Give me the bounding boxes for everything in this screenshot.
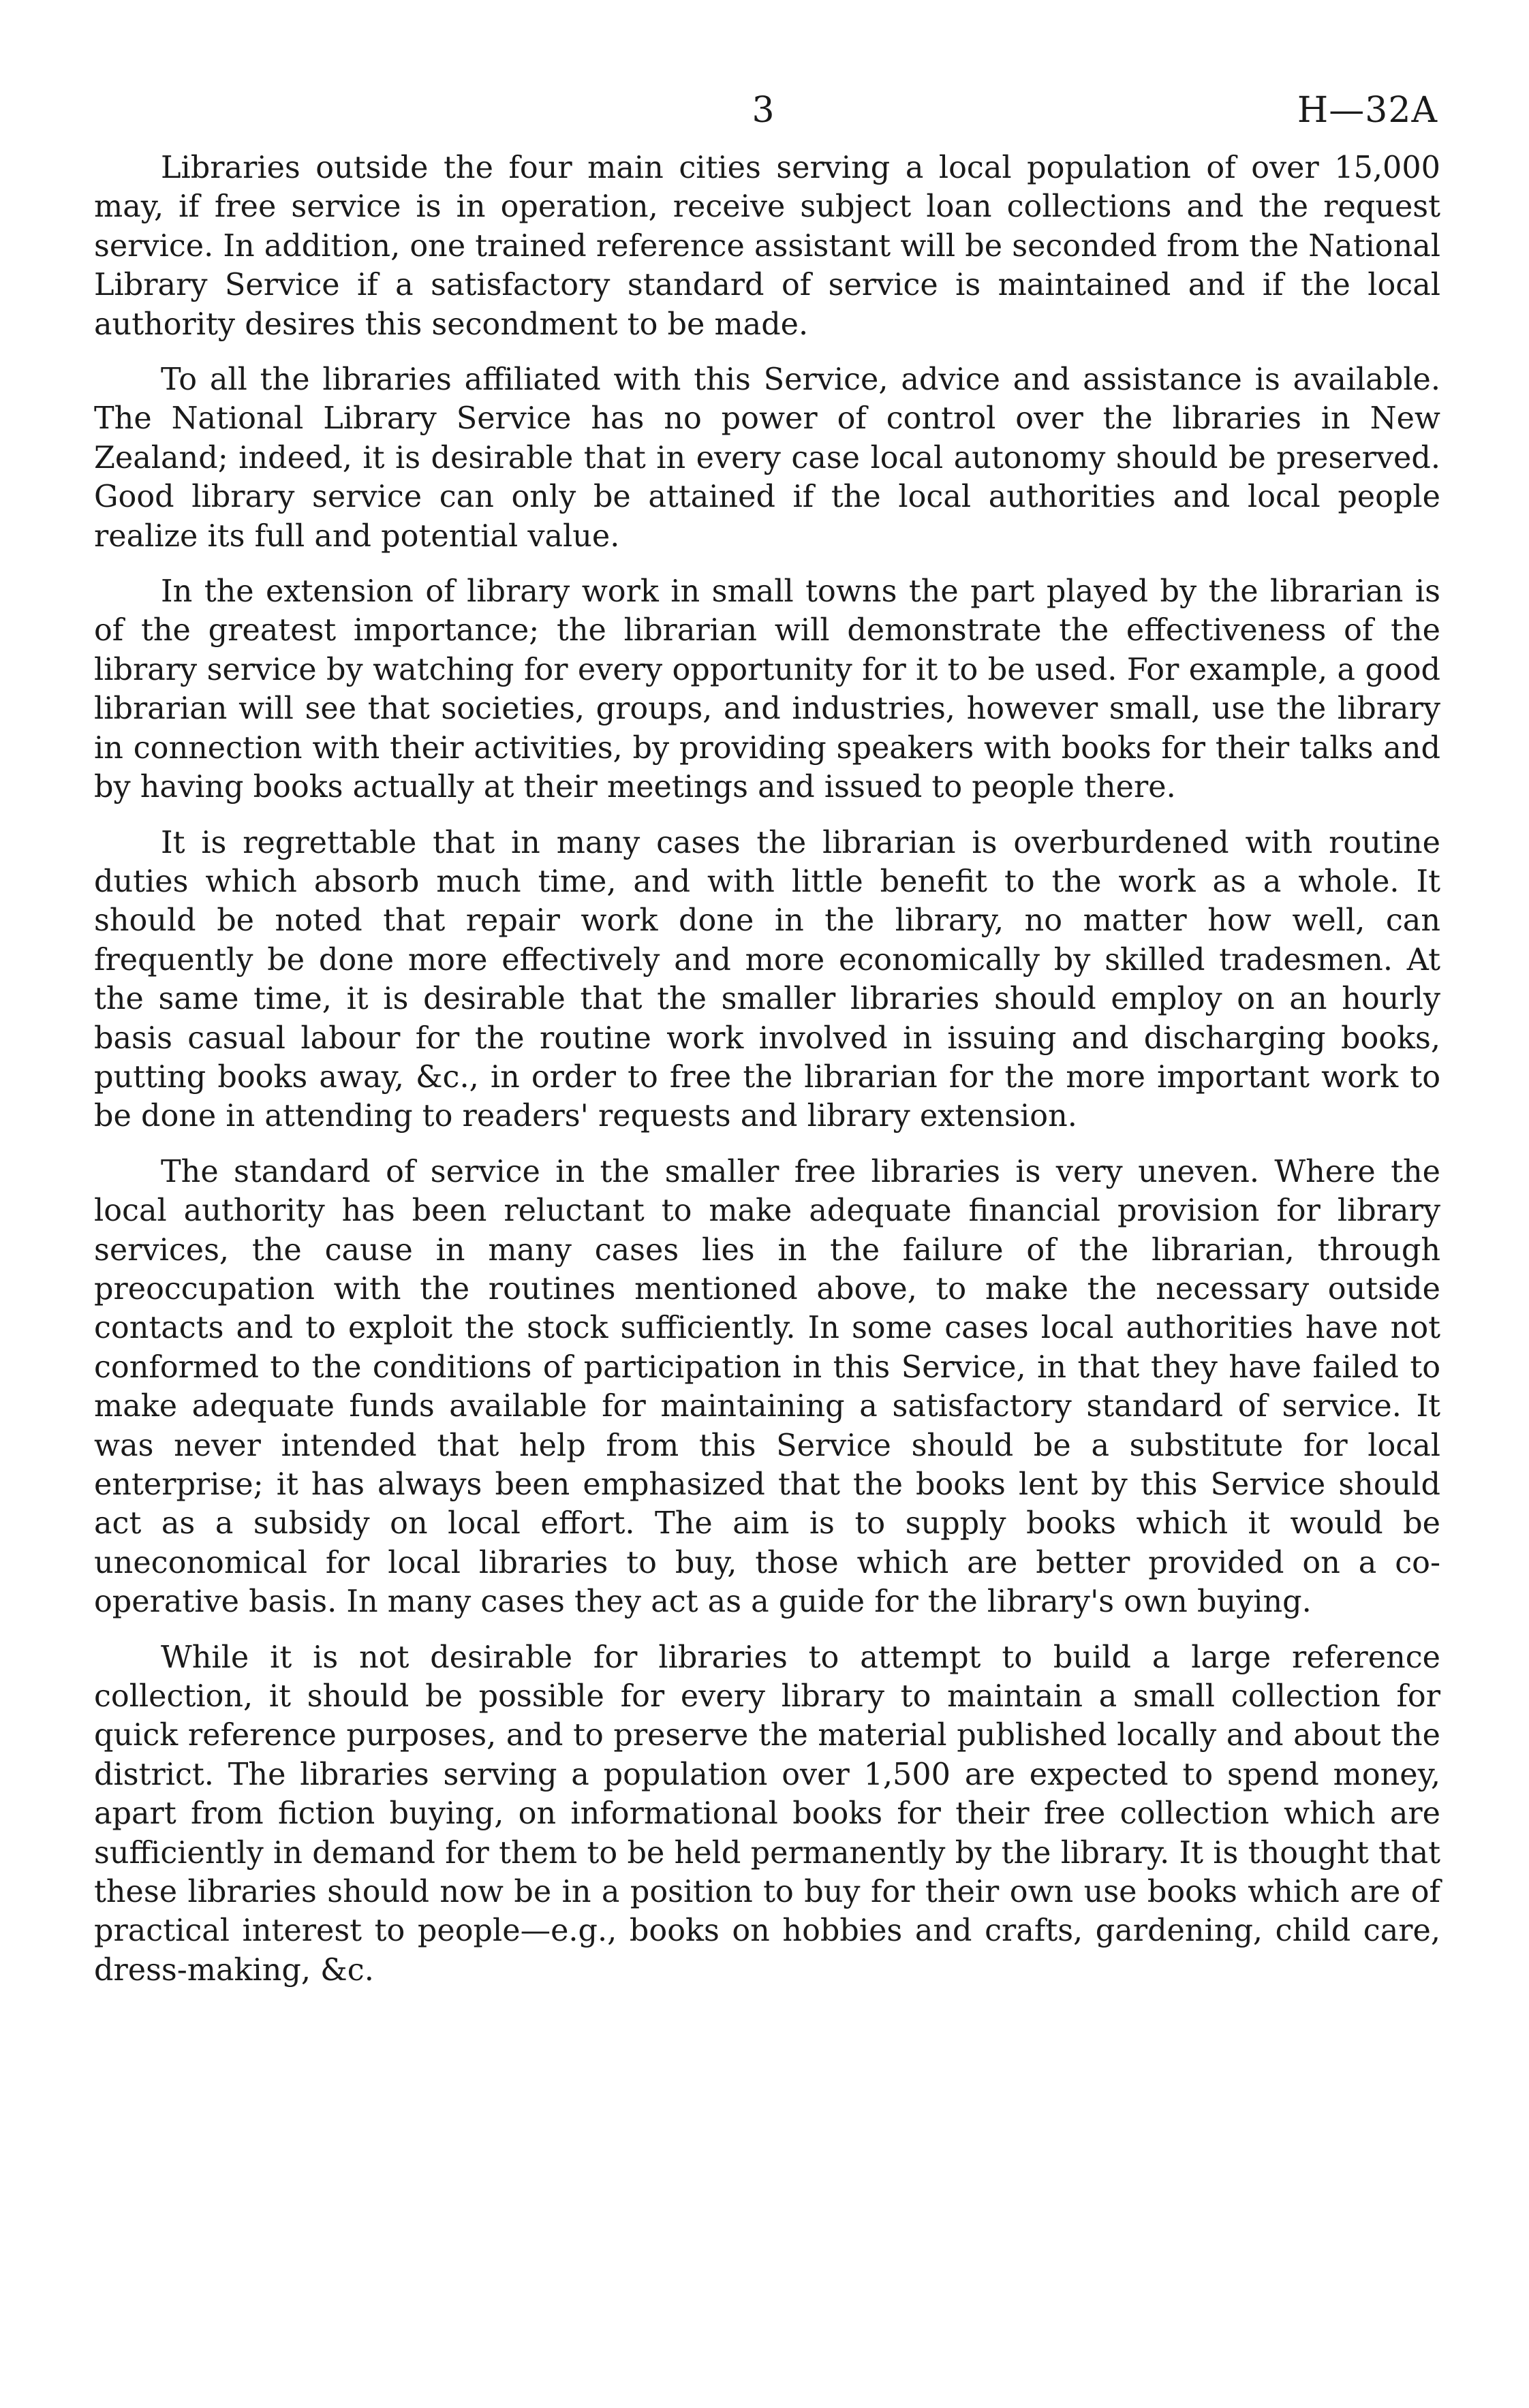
paragraph-routine-duties: It is regrettable that in many cases the librarian is overburdened with routine duties which absorb much time, and with little benefit to the work as a whole. It should be noted that repair work done in the library, no matter how well, can frequently be done more effectively and more economically by skilled tradesmen. At the same time, it is desirable that the smaller libraries should employ on an hourly basis casual labour for the routine work involved in issuing and discharging books, putting books away, &c., in order to free the librarian for the more important work to be done in attending to readers' requests and library extension. xyxy=(94,825,1440,1134)
paragraph-affiliated-libraries: To all the libraries affiliated with this Service, advice and assistance is available. The National Library Service has no power of control over the libraries in New Zealand; indeed, it is desirable that in every case local autonomy should be preserved. Good library service can only be attained if the local authorities and local people realize its full and potential value. xyxy=(94,362,1440,554)
paragraph-reference-collection: While it is not desirable for libraries to attempt to build a large reference collection, it should be possible for every library to maintain a small collection for quick reference purposes, and to preserve the material published locally and about the district. The libraries serving a population over 1,500 are expected to spend money, apart from fiction buying, on informational books for their free collection which are sufficiently in demand for them to be held permanently by the library. It is thought that these libraries should now be in a position to buy for their own use books which are of practical interest to people—e.g., books on hobbies and crafts, gardening, child care, dress-making, &c. xyxy=(94,1640,1440,1988)
paragraph-small-towns-librarian: In the extension of library work in small towns the part played by the librarian is of the greatest importance; the librarian will demonstrate the effectiveness of the library service by watching for every opportunity for it to be used. For example, a good librarian will see that societies, groups, and industries, however small, use the library in connection with their activities, by providing speakers with books for their talks and by having books actually at their meetings and issued to people there. xyxy=(94,574,1440,805)
paragraph-libraries-outside-cities: Libraries outside the four main cities serving a local population of over 15,000 may, if free service is in operation, receive subject loan collections and the request service. In addition, one trained reference assistant will be seconded from the National Library Service if a satisfactory standard of service is maintained and if the local authority desires this secondment to be made. xyxy=(94,151,1440,342)
paragraph-standard-of-service: The standard of service in the smaller free libraries is very uneven. Where the local authority has been reluctant to make adequate financial provision for library services, the cause in many cases lies in the failure of the librarian, through preoccupation with the routines mentioned above, to make the necessary outside contacts and to exploit the stock sufficiently. In some cases local authorities have not conformed to the conditions of participation in this Service, in that they have failed to make adequate funds available for maintaining a satisfactory standard of service. It was never intended that help from this Service should be a substitute for local enterprise; it has always been emphasized that the books lent by this Service should act as a subsidy on local effort. The aim is to supply books which it would be uneconomical for local libraries to buy, those which are better provided on a co-operative basis. In many cases they act as a guide for the library's own buying. xyxy=(94,1154,1440,1620)
body-text xyxy=(94,148,1440,1990)
page-number: 3 xyxy=(752,90,775,131)
document-reference: H—32A xyxy=(1297,90,1438,131)
